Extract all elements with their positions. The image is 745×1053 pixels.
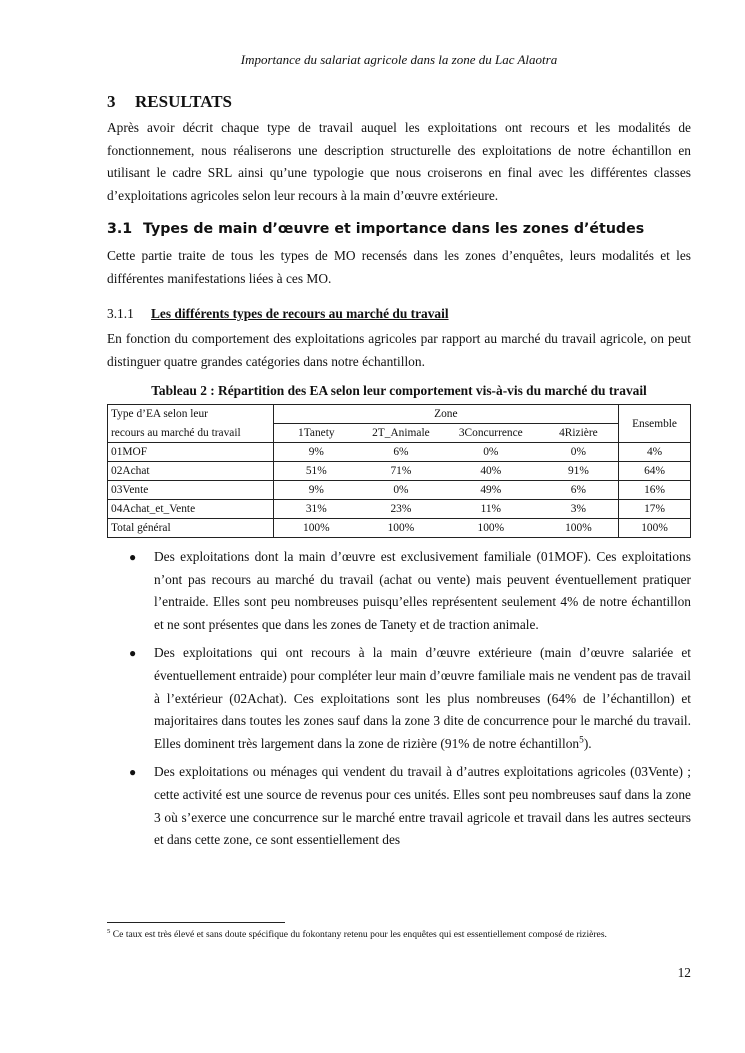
zone-col-header: 3Concurrence: [443, 424, 539, 443]
zone-col-header: 1Tanety: [273, 424, 359, 443]
cell: 9%: [273, 481, 359, 500]
ensemble-header: Ensemble: [619, 405, 691, 443]
list-item-text: Des exploitations dont la main d’œuvre est exclusivement familiale (01MOF). Ces exploitations n’ont pas recours au marché du travail (achat ou vente) mais peuvent éventuellement pratiquer l’entraide. Elles sont peu nombreuses puisqu’elles représentent seulement 4% de notre échantillon et ne sont présentes que dans les zones de Tanety et de traction animale.: [154, 549, 691, 632]
list-item-text: Des exploitations qui ont recours à la main d’œuvre extérieure (main d’œuvre salariée et éventuellement entraide) pour compléter leur main d’œuvre familiale mais ne vendent pas de travail à l’extérieur (02Achat). Ces exploitations sont les plus nombreuses (64% de l’échantillon) et majoritaires dans toutes les zones sauf dans la zone 3 dite de concurrence pour le marché du travail. Elles dominent très largement dans la zone de rizière (91% de notre échantillon: [154, 645, 691, 751]
list-item: [107, 761, 691, 851]
category-bullet-list: [107, 546, 691, 858]
cell-total: 17%: [619, 500, 691, 519]
cell: 0%: [359, 481, 443, 500]
cell: 71%: [359, 462, 443, 481]
table-row: [108, 443, 691, 462]
bullet-icon: ●: [129, 646, 137, 661]
list-item: [107, 642, 691, 755]
cell: 11%: [443, 500, 539, 519]
table-row-label-header-line2: recours au marché du travail: [108, 424, 274, 443]
table-row: [108, 481, 691, 500]
zone-col-header: 2T_Animale: [359, 424, 443, 443]
cell-total: 16%: [619, 481, 691, 500]
section-heading: [107, 92, 232, 112]
table-row: [108, 462, 691, 481]
subsubsection-intro-paragraph: En fonction du comportement des exploitations agricoles par rapport au marché du travail agricole, on peut distinguer quatre grandes catégories dans notre échantillon.: [107, 331, 691, 369]
list-item-text-end: ).: [583, 735, 592, 751]
ea-distribution-table: [107, 404, 691, 538]
row-label: 02Achat: [108, 462, 274, 481]
list-item-text: Des exploitations ou ménages qui vendent du travail à d’autres exploitations agricoles (03Vente) ; cette activité est une source de revenus pour ces unités. Elles sont peu nombreuses sauf dans la zone 3 où s’exerce une concurrence sur le marché entre travail agricole et travail dans les autres secteurs et dans cette zone, ce sont essentiellement des: [154, 764, 691, 848]
cell-total: 4%: [619, 443, 691, 462]
cell: 31%: [273, 500, 359, 519]
table-row-label-header-line1: Type d’EA selon leur: [108, 405, 274, 424]
cell: 100%: [359, 519, 443, 538]
subsubsection-number: 3.1.1: [107, 306, 134, 321]
footnote-ref[interactable]: 5: [579, 735, 584, 746]
subsection-intro-paragraph: Cette partie traite de tous les types de MO recensés dans les zones d’enquêtes, leurs modalités et les différentes manifestations liées à ces MO.: [107, 248, 691, 286]
subsection-number: 3.1: [107, 221, 133, 237]
list-item: [107, 546, 691, 636]
subsection-heading: [107, 219, 644, 239]
cell: 40%: [443, 462, 539, 481]
cell: 3%: [539, 500, 619, 519]
table-row: [108, 500, 691, 519]
table-header-row: [108, 405, 691, 424]
zone-header: Zone: [273, 405, 618, 424]
cell: 6%: [539, 481, 619, 500]
cell: 9%: [273, 443, 359, 462]
cell: 0%: [443, 443, 539, 462]
subsubsection-title: Les différents types de recours au marché du travail: [151, 306, 449, 321]
table-caption: Tableau 2 : Répartition des EA selon leur comportement vis-à-vis du marché du travail: [151, 383, 647, 398]
cell: 100%: [273, 519, 359, 538]
footnote-text: Ce taux est très élevé et sans doute spécifique du fokontany retenu pour les enquêtes qui est essentiellement composé de rizières.: [112, 929, 607, 940]
section-intro-paragraph: Après avoir décrit chaque type de travail auquel les exploitations ont recours et les modalités de fonctionnement, nous réaliserons une description structurelle des exploitations de notre échantillon en utilisant le cadre SRL ainsi qu’une typologie que nous croiserons en final avec les différentes classes d’exploitations agricoles selon leur recours à la main d’œuvre extérieure.: [107, 120, 691, 203]
row-label: Total général: [108, 519, 274, 538]
cell: 23%: [359, 500, 443, 519]
cell: 100%: [443, 519, 539, 538]
section-number: 3: [107, 92, 116, 111]
cell-total: 100%: [619, 519, 691, 538]
subsection-title: Types de main d’œuvre et importance dans les zones d’études: [143, 221, 645, 237]
row-label: 04Achat_et_Vente: [108, 500, 274, 519]
cell: 51%: [273, 462, 359, 481]
row-label: 03Vente: [108, 481, 274, 500]
cell: 0%: [539, 443, 619, 462]
bullet-icon: ●: [129, 550, 137, 564]
cell: 100%: [539, 519, 619, 538]
running-header: Importance du salariat agricole dans la zone du Lac Alaotra: [240, 52, 558, 67]
page-number: 12: [677, 965, 691, 980]
cell: 91%: [539, 462, 619, 481]
footnote: [107, 928, 691, 941]
table-total-row: [108, 519, 691, 538]
cell-total: 64%: [619, 462, 691, 481]
subsubsection-heading: [107, 305, 449, 323]
zone-col-header: 4Rizière: [539, 424, 619, 443]
cell: 6%: [359, 443, 443, 462]
footnote-divider: [107, 922, 285, 923]
row-label: 01MOF: [108, 443, 274, 462]
section-title: RESULTATS: [135, 92, 233, 111]
table-subheader-row: [108, 424, 691, 443]
footnote-number: 5: [107, 927, 111, 935]
cell: 49%: [443, 481, 539, 500]
bullet-icon: ●: [129, 765, 137, 780]
